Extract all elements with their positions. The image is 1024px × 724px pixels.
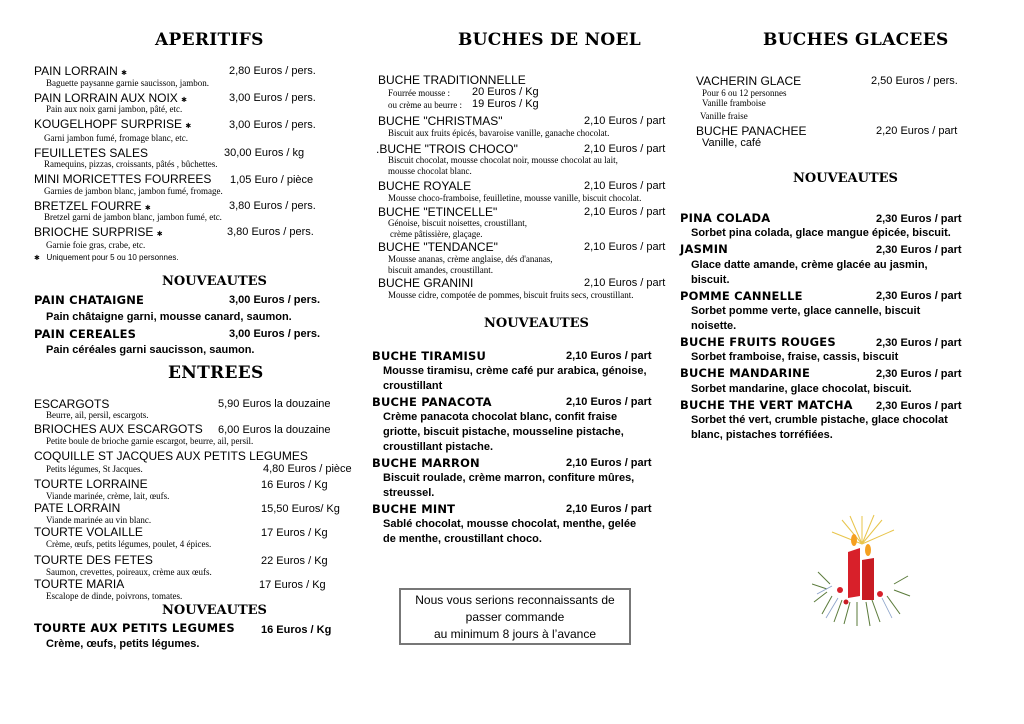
note-line: Nous vous serions reconnaissants de [415,593,615,607]
item-name: COQUILLE ST JACQUES AUX PETITS LEGUMES [34,449,308,463]
item-name: PINA COLADA [680,211,771,225]
item-desc: Petite boule de brioche garnie escargot, beurre, ail, persil. [46,436,254,446]
item-name: BUCHE "ETINCELLE" [378,205,498,219]
item-price: 5,90 Euros la douzaine [218,398,331,410]
item-price: 2,30 Euros / part [876,213,962,225]
item-name: BRIOCHES AUX ESCARGOTS [34,422,203,436]
item-desc: Garni jambon fumé, fromage blanc, etc. [44,133,188,143]
item-name: PAIN LORRAIN ✱ [34,64,128,78]
item-desc: Mousse ananas, crème anglaise, dés d'ananas, [388,254,553,264]
item-desc: Pain céréales garni saucisson, saumon. [46,344,255,356]
item-desc: Biscuit aux fruits épicés, bavaroise vanille, ganache chocolat. [388,128,610,138]
note-line: passer commande [465,610,565,624]
item-price: 2,80 Euros / pers. [229,65,316,77]
item-price: 3,80 Euros / pers. [227,226,314,238]
item-name: TOURTE LORRAINE [34,477,148,491]
item-desc: Vanille fraise [700,111,748,121]
item-name: PATE LORRAIN [34,501,121,515]
item-name: TOURTE MARIA [34,577,125,591]
item-name: BUCHE "CHRISTMAS" [378,114,503,128]
item-desc: streussel. [383,487,435,499]
item-name: BUCHE PANACHEE [696,124,807,138]
item-price: 3,00 Euros / pers. [229,328,321,340]
item-desc: Sorbet framboise, fraise, cassis, biscuit [691,351,899,363]
item-price: 17 Euros / Kg [261,527,328,539]
item-desc: Vanille, café [702,137,762,149]
buches-glacees-title: BUCHES GLACEES [763,30,949,50]
item-price: 2,50 Euros / pers. [871,75,958,87]
item-desc: Garnie foie gras, crabe, etc. [46,240,146,250]
item-desc: Sorbet thé vert, crumble pistache, glace chocolat [691,414,948,426]
item-desc: Escalope de dinde, poivrons, tomates. [46,591,183,601]
item-name: BUCHE "TENDANCE" [378,240,498,254]
item-desc: Sorbet pomme verte, glace cannelle, biscuit [691,305,921,317]
item-price: 2,30 Euros / part [876,337,962,349]
item-name: PAIN LORRAIN AUX NOIX ✱ [34,91,188,105]
item-desc: Pour 6 ou 12 personnes [702,88,787,98]
star-icon: ✱ [181,97,188,104]
star-note: ✱ Uniquement pour 5 ou 10 personnes. [34,253,179,262]
item-name: PAIN CHATAIGNE [34,293,145,307]
item-desc: de menthe, croustillant choco. [383,533,542,545]
item-price: 15,50 Euros/ Kg [261,503,340,515]
item-price: 2,10 Euros / part [566,396,652,408]
item-desc: Sablé chocolat, mousse chocolat, menthe, gelée [383,518,637,530]
item-desc: Pain châtaigne garni, mousse canard, saumon. [46,311,292,323]
item-desc: Génoise, biscuit noisettes, croustillant, [388,218,527,228]
item-price: 2,10 Euros / part [584,143,666,155]
item-desc: biscuit. [691,274,730,286]
item-desc: Viande marinée, crème, lait, œufs. [46,491,170,501]
note-line: au minimum 8 jours à l’avance [433,627,597,641]
star-icon: ✱ [34,255,40,262]
item-desc: mousse chocolat blanc. [388,166,472,176]
item-name: .BUCHE "TROIS CHOCO" [376,142,518,156]
item-name: BUCHE PANACOTA [372,395,492,409]
nouveautes-title: NOUVEAUTES [162,603,267,618]
item-desc: croustillant pistache. [383,441,494,453]
nouveautes-title: NOUVEAUTES [162,274,267,289]
item-desc: Garnies de jambon blanc, jambon fumé, fromage. [44,186,223,196]
item-price: 2,10 Euros / part [566,457,652,469]
item-name: MINI MORICETTES FOURREES [34,172,212,186]
christmas-candles-icon [812,514,912,629]
item-name: TOURTE AUX PETITS LEGUMES [34,621,235,635]
item-name: VACHERIN GLACE [696,74,802,88]
item-desc: blanc, pistaches torréfiées. [691,429,833,441]
item-name: POMME CANNELLE [680,289,803,303]
star-icon: ✱ [121,70,128,77]
item-desc: croustillant [383,380,443,392]
item-desc: Saumon, crevettes, poireaux, crème aux œufs. [46,567,212,577]
item-desc: Beurre, ail, persil, escargots. [46,410,149,420]
order-note-box [399,588,631,645]
item-name: BRIOCHE SURPRISE ✱ [34,225,163,239]
item-name: BUCHE MARRON [372,456,480,470]
item-desc: Biscuit chocolat, mousse chocolat noir, mousse chocolat au lait, [388,155,618,165]
item-price: 2,10 Euros / part [584,277,666,289]
item-price: 2,10 Euros / part [566,350,652,362]
item-price: 2,10 Euros / part [584,241,666,253]
item-name: BUCHE TRADITIONNELLE [378,73,526,87]
item-name: BUCHE MANDARINE [680,366,811,380]
item-price: 30,00 Euros / kg [224,147,305,159]
item-desc: ou crème au beurre : [388,100,462,110]
star-icon: ✱ [185,123,192,130]
item-desc: Crème, œufs, petits légumes, poulet, 4 épices. [46,539,212,549]
item-price: 2,30 Euros / part [876,290,962,302]
nouveautes-title: NOUVEAUTES [793,171,898,186]
item-desc: Mousse cidre, compotée de pommes, biscuit fruits secs, croustillant. [388,290,634,300]
item-price: 3,00 Euros / pers. [229,119,316,131]
item-desc: griotte, biscuit pistache, mousseline pistache, [383,426,624,438]
item-name: BUCHE TIRAMISU [372,349,487,363]
item-name: ESCARGOTS [34,397,110,411]
item-desc: Sorbet mandarine, glace chocolat, biscuit. [691,383,912,395]
star-icon: ✱ [156,231,163,238]
item-price: 1,05 Euro / pièce [230,174,314,186]
item-price: 4,80 Euros / pièce [263,463,352,475]
item-name: BUCHE MINT [372,502,456,516]
item-desc: Pain aux noix garni jambon, pâté, etc. [46,104,183,114]
item-name: TOURTE DES FETES [34,553,153,567]
star-icon: ✱ [144,205,151,212]
item-name: BUCHE THE VERT MATCHA [680,398,853,412]
item-name: BUCHE GRANINI [378,276,474,290]
item-price: 16 Euros / Kg [261,624,332,636]
item-price: 2,30 Euros / part [876,244,962,256]
item-price: 2,30 Euros / part [876,400,962,412]
item-price: 2,20 Euros / part [876,125,958,137]
item-price: 2,30 Euros / part [876,368,962,380]
item-desc: noisette. [691,320,737,332]
item-desc: Baguette paysanne garnie saucisson, jambon. [46,78,209,88]
item-price: 22 Euros / Kg [261,555,328,567]
buches-noel-title: BUCHES DE NOEL [458,30,642,50]
entrees-title: ENTREES [168,363,264,383]
item-desc: crème pâtissière, glaçage. [390,229,483,239]
item-name: BUCHE ROYALE [378,179,472,193]
item-price: 2,10 Euros / part [584,180,666,192]
item-desc: Glace datte amande, crème glacée au jasmin, [691,259,928,271]
item-price: 2,10 Euros / part [566,503,652,515]
item-price: 2,10 Euros / part [584,115,666,127]
item-desc: Petits légumes, St Jacques. [46,464,143,474]
item-desc: biscuit amandes, croustillant. [388,265,493,275]
item-price: 17 Euros / Kg [259,579,326,591]
item-desc: Mousse choco-framboise, feuilletine, mousse vanille, biscuit chocolat. [388,193,642,203]
item-desc: Ramequins, pizzas, croissants, pâtés , bûchettes. [44,159,218,169]
item-price: 16 Euros / Kg [261,479,328,491]
item-name: KOUGELHOPF SURPRISE ✱ [34,117,192,131]
item-desc: Crème, œufs, petits légumes. [46,638,200,650]
item-name: PAIN CEREALES [34,327,137,341]
nouveautes-title: NOUVEAUTES [484,316,589,331]
item-name: JASMIN [680,242,729,256]
item-desc: Sorbet pina colada, glace mangue épicée, biscuit. [691,227,951,239]
item-desc: Biscuit roulade, crème marron, confiture mûres, [383,472,635,484]
item-desc: Viande marinée au vin blanc. [46,515,152,525]
item-price: 3,00 Euros / pers. [229,92,316,104]
item-desc: Bretzel garni de jambon blanc, jambon fumé, etc. [44,212,222,222]
item-price: 3,80 Euros / pers. [229,200,316,212]
item-name: BRETZEL FOURRE ✱ [34,199,151,213]
item-desc: Mousse tiramisu, crème café pur arabica, génoise, [383,365,647,377]
item-desc: Crème panacota chocolat blanc, confit fraise [383,411,618,423]
item-price: 19 Euros / Kg [472,98,539,110]
item-price: 20 Euros / Kg [472,86,539,98]
item-desc: Vanille framboise [702,98,766,108]
item-price: 2,10 Euros / part [584,206,666,218]
aperitifs-title: APERITIFS [155,30,264,50]
item-price: 6,00 Euros la douzaine [218,424,331,436]
item-desc: Fourrée mousse : [388,88,450,98]
item-name: FEUILLETES SALES [34,146,149,160]
item-name: BUCHE FRUITS ROUGES [680,335,836,349]
item-price: 3,00 Euros / pers. [229,294,321,306]
item-name: TOURTE VOLAILLE [34,525,143,539]
